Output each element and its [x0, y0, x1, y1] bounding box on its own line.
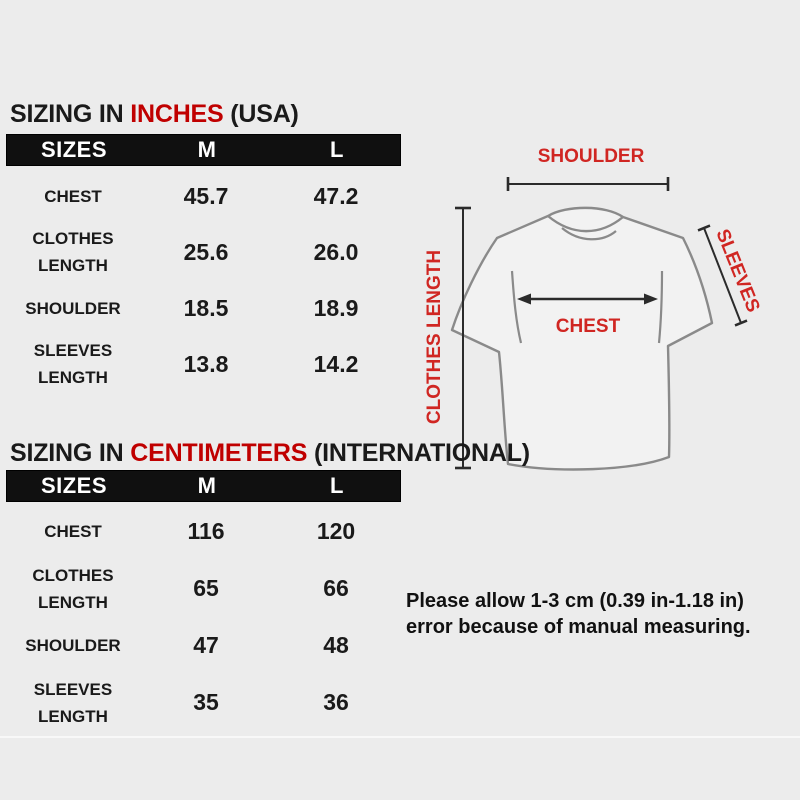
- measuring-note: [406, 588, 798, 640]
- centimeters-table-header: [6, 470, 401, 502]
- row-label: CHEST: [44, 522, 102, 541]
- row-value-l: 48: [323, 632, 349, 658]
- row-label: SLEEVES LENGTH: [33, 679, 113, 726]
- table-row: [6, 503, 401, 560]
- shoulder-diagram-label: SHOULDER: [537, 146, 645, 167]
- centimeters-title: [10, 439, 530, 468]
- header-sizes: SIZES: [40, 473, 108, 498]
- row-label: CHEST: [44, 186, 102, 206]
- centimeters-table: [6, 470, 401, 731]
- table-row: [6, 336, 401, 392]
- row-label: SLEEVES LENGTH: [33, 341, 113, 387]
- bottom-divider-line: [0, 736, 800, 738]
- inches-table-body: [6, 166, 401, 392]
- row-value-l: 47.2: [313, 182, 359, 209]
- centimeters-table-body: [6, 502, 401, 731]
- header-m: M: [197, 473, 217, 498]
- row-value-m: 65: [193, 575, 219, 601]
- row-value-m: 18.5: [183, 294, 229, 321]
- note-line-2: error because of manual measuring.: [406, 616, 751, 638]
- row-value-m: 25.6: [183, 238, 229, 265]
- title-unit: CENTIMETERS: [130, 439, 308, 467]
- row-value-l: 36: [323, 689, 349, 715]
- title-region: (USA): [223, 100, 299, 128]
- shoulder-measure-line: [508, 177, 668, 191]
- inches-title: [10, 100, 299, 129]
- title-prefix: SIZING IN: [10, 100, 131, 128]
- header-sizes: SIZES: [40, 137, 108, 162]
- table-row: [6, 224, 401, 280]
- row-label: SHOULDER: [25, 636, 121, 655]
- note-line-1: Please allow 1-3 cm (0.39 in-1.18 in): [406, 590, 744, 612]
- title-unit: INCHES: [130, 100, 224, 128]
- header-l: L: [330, 473, 344, 498]
- row-label: CLOTHES LENGTH: [32, 229, 114, 275]
- sleeves-diagram-label: SLEEVES: [711, 226, 764, 316]
- row-value-l: 26.0: [313, 238, 359, 265]
- row-value-m: 35: [193, 689, 219, 715]
- row-value-l: 18.9: [313, 294, 359, 321]
- inches-table: [6, 134, 401, 392]
- row-value-m: 116: [187, 518, 225, 544]
- table-row: [6, 168, 401, 224]
- title-region: (INTERNATIONAL): [307, 439, 530, 467]
- row-label: SHOULDER: [25, 298, 121, 318]
- table-row: [6, 280, 401, 336]
- row-value-m: 47: [193, 632, 219, 658]
- clothes-length-diagram-label: CLOTHES LENGTH: [424, 249, 445, 425]
- row-value-l: 120: [316, 518, 356, 544]
- table-row: [6, 674, 401, 731]
- row-value-m: 13.8: [183, 350, 229, 377]
- header-l: L: [330, 137, 344, 162]
- chest-diagram-label: CHEST: [555, 316, 621, 337]
- table-row: [6, 560, 401, 617]
- shirt-outline: [452, 208, 712, 470]
- row-value-l: 66: [323, 575, 349, 601]
- title-prefix: SIZING IN: [10, 439, 131, 467]
- table-row: [6, 617, 401, 674]
- row-label: CLOTHES LENGTH: [32, 565, 114, 612]
- header-m: M: [197, 137, 217, 162]
- inches-table-header: [6, 134, 401, 166]
- row-value-l: 14.2: [313, 350, 359, 377]
- row-value-m: 45.7: [183, 182, 229, 209]
